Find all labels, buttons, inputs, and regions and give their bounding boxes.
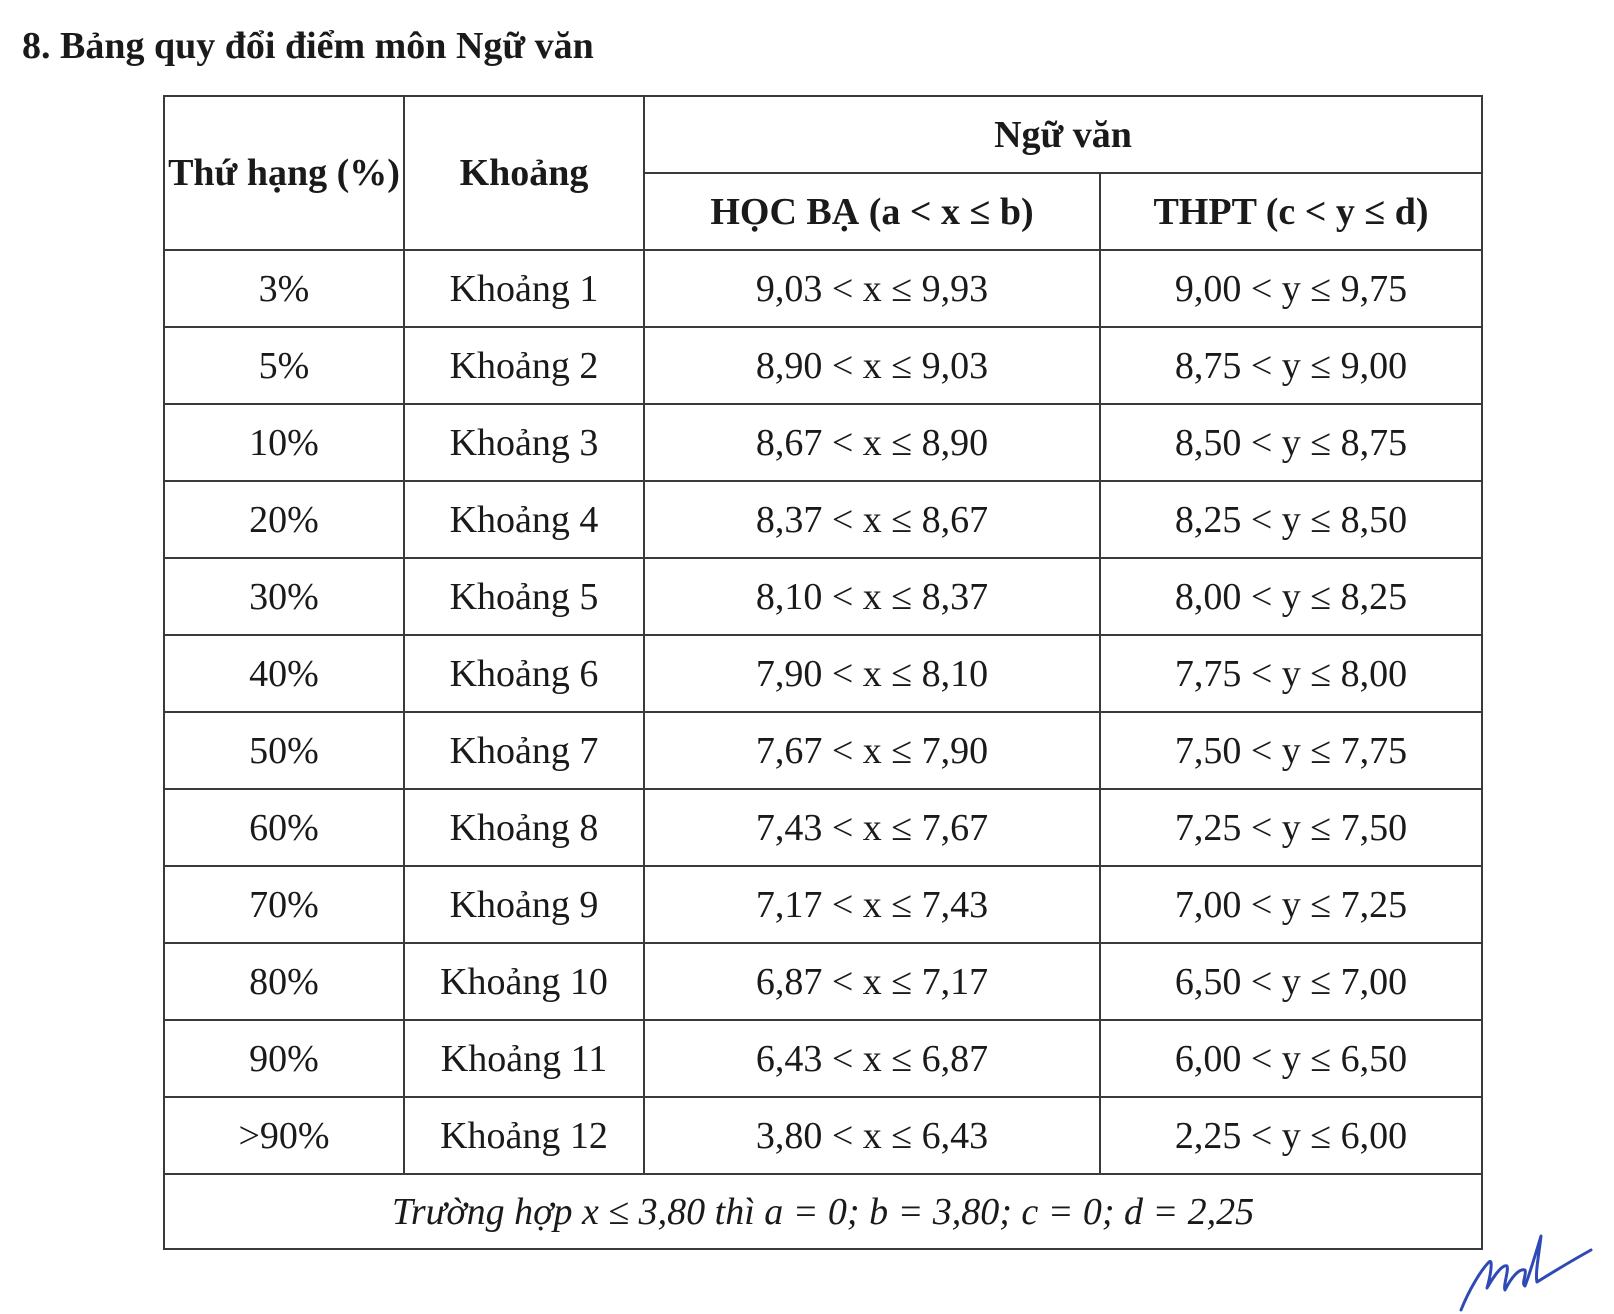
header-row-top xyxy=(164,96,1482,173)
cell-thpt-range: 7,75 < y ≤ 8,00 xyxy=(1100,635,1482,712)
table-note: Trường hợp x ≤ 3,80 thì a = 0; b = 3,80; c = 0; d = 2,25 xyxy=(164,1174,1482,1249)
cell-thpt-range: 7,25 < y ≤ 7,50 xyxy=(1100,789,1482,866)
cell-rank: 40% xyxy=(164,635,404,712)
score-conversion-table xyxy=(163,95,1483,1250)
cell-hocba-range: 7,17 < x ≤ 7,43 xyxy=(644,866,1100,943)
cell-interval: Khoảng 11 xyxy=(404,1020,644,1097)
cell-rank: 20% xyxy=(164,481,404,558)
cell-hocba-range: 6,43 < x ≤ 6,87 xyxy=(644,1020,1100,1097)
cell-interval: Khoảng 1 xyxy=(404,250,644,327)
cell-hocba-range: 8,37 < x ≤ 8,67 xyxy=(644,481,1100,558)
table-row xyxy=(164,327,1482,404)
note-row xyxy=(164,1174,1482,1249)
page-heading: 8. Bảng quy đổi điểm môn Ngữ văn xyxy=(22,25,594,67)
header-rank: Thứ hạng (%) xyxy=(164,96,404,250)
table-row xyxy=(164,1097,1482,1174)
cell-rank: 70% xyxy=(164,866,404,943)
cell-interval: Khoảng 3 xyxy=(404,404,644,481)
cell-thpt-range: 6,00 < y ≤ 6,50 xyxy=(1100,1020,1482,1097)
cell-hocba-range: 6,87 < x ≤ 7,17 xyxy=(644,943,1100,1020)
cell-interval: Khoảng 4 xyxy=(404,481,644,558)
header-subject: Ngữ văn xyxy=(644,96,1482,173)
cell-rank: 3% xyxy=(164,250,404,327)
cell-hocba-range: 7,43 < x ≤ 7,67 xyxy=(644,789,1100,866)
cell-rank: 60% xyxy=(164,789,404,866)
cell-hocba-range: 7,90 < x ≤ 8,10 xyxy=(644,635,1100,712)
table-row xyxy=(164,789,1482,866)
cell-interval: Khoảng 10 xyxy=(404,943,644,1020)
header-hocba: HỌC BẠ (a < x ≤ b) xyxy=(644,173,1100,250)
table-row xyxy=(164,481,1482,558)
cell-rank: 50% xyxy=(164,712,404,789)
signature-mark xyxy=(1455,1230,1595,1314)
cell-hocba-range: 8,67 < x ≤ 8,90 xyxy=(644,404,1100,481)
table-row xyxy=(164,866,1482,943)
cell-thpt-range: 8,75 < y ≤ 9,00 xyxy=(1100,327,1482,404)
cell-hocba-range: 9,03 < x ≤ 9,93 xyxy=(644,250,1100,327)
cell-rank: 10% xyxy=(164,404,404,481)
cell-rank: >90% xyxy=(164,1097,404,1174)
cell-interval: Khoảng 5 xyxy=(404,558,644,635)
cell-rank: 30% xyxy=(164,558,404,635)
cell-hocba-range: 8,10 < x ≤ 8,37 xyxy=(644,558,1100,635)
cell-thpt-range: 7,00 < y ≤ 7,25 xyxy=(1100,866,1482,943)
cell-interval: Khoảng 9 xyxy=(404,866,644,943)
cell-interval: Khoảng 7 xyxy=(404,712,644,789)
cell-rank: 80% xyxy=(164,943,404,1020)
cell-thpt-range: 8,00 < y ≤ 8,25 xyxy=(1100,558,1482,635)
table-row xyxy=(164,404,1482,481)
header-thpt: THPT (c < y ≤ d) xyxy=(1100,173,1482,250)
cell-thpt-range: 7,50 < y ≤ 7,75 xyxy=(1100,712,1482,789)
cell-interval: Khoảng 8 xyxy=(404,789,644,866)
cell-hocba-range: 8,90 < x ≤ 9,03 xyxy=(644,327,1100,404)
cell-thpt-range: 8,25 < y ≤ 8,50 xyxy=(1100,481,1482,558)
header-interval: Khoảng xyxy=(404,96,644,250)
table-row xyxy=(164,943,1482,1020)
cell-hocba-range: 3,80 < x ≤ 6,43 xyxy=(644,1097,1100,1174)
cell-thpt-range: 6,50 < y ≤ 7,00 xyxy=(1100,943,1482,1020)
table-row xyxy=(164,1020,1482,1097)
cell-interval: Khoảng 2 xyxy=(404,327,644,404)
cell-hocba-range: 7,67 < x ≤ 7,90 xyxy=(644,712,1100,789)
cell-thpt-range: 2,25 < y ≤ 6,00 xyxy=(1100,1097,1482,1174)
cell-thpt-range: 8,50 < y ≤ 8,75 xyxy=(1100,404,1482,481)
table-row xyxy=(164,712,1482,789)
table-row xyxy=(164,558,1482,635)
cell-thpt-range: 9,00 < y ≤ 9,75 xyxy=(1100,250,1482,327)
cell-interval: Khoảng 6 xyxy=(404,635,644,712)
table-row xyxy=(164,635,1482,712)
cell-interval: Khoảng 12 xyxy=(404,1097,644,1174)
cell-rank: 5% xyxy=(164,327,404,404)
table-row xyxy=(164,250,1482,327)
cell-rank: 90% xyxy=(164,1020,404,1097)
